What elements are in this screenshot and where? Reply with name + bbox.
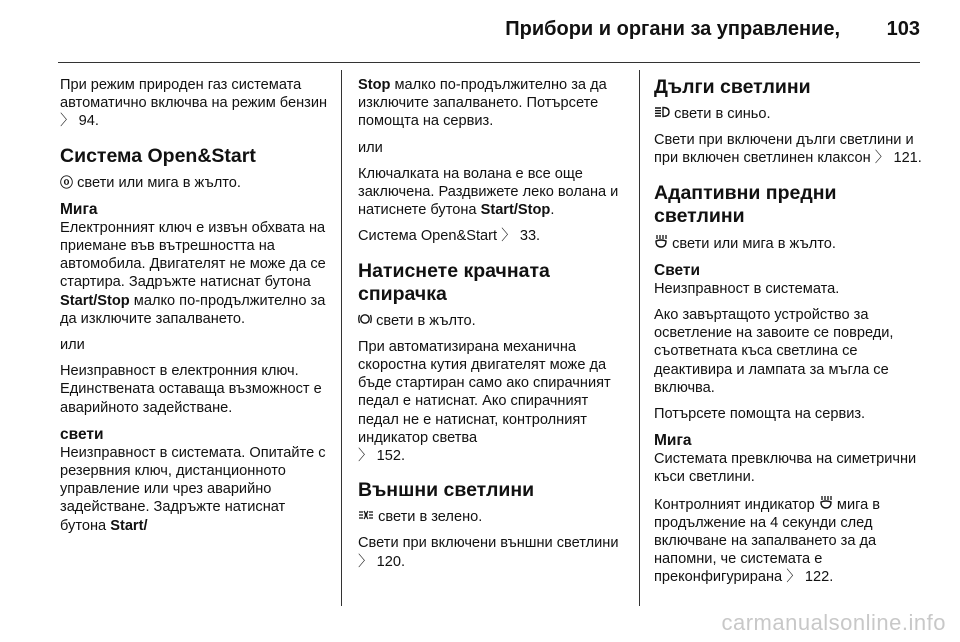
reference-arrow-icon: 〉 xyxy=(358,448,373,465)
subheading-blinks: Мига xyxy=(60,200,98,218)
section-heading-exterior-lights: Външни светлини xyxy=(358,479,535,502)
brake-warning-icon xyxy=(358,312,372,330)
high-beam-icon xyxy=(654,105,670,123)
brake-paragraph: При автоматизирана механична скоростна кутия двигателят може да бъде стартиран само ако спирачният педал е натиснат. Ако спирачният педал не е натиснат, контролният индикатор светва 〉 152. xyxy=(358,338,611,465)
page-reference-link[interactable]: 33. xyxy=(519,228,541,245)
exterior-lights-paragraph: Свети при включени външни светлини 〉 120. xyxy=(358,535,619,570)
section-heading-open-start: Система Open&Start xyxy=(60,144,256,167)
exterior-lights-icon xyxy=(358,508,374,526)
steering-lock-paragraph: Ключалката на волана е все още заключена. Раздвижете леко волана и натиснете бутона Start/Stop. xyxy=(358,165,619,219)
page-reference-link[interactable]: 121. xyxy=(893,150,922,167)
stop-paragraph: Stop малко по-продължително за да изключите запалването. Потърсете помощта на сервиз. xyxy=(358,77,607,130)
key-fault-paragraph: Неизправност в електронния ключ. Единствената оставаща възможност е аварийното задействане. xyxy=(60,363,322,416)
column-3 xyxy=(654,76,926,595)
lit-paragraph-2: Ако завъртащото устройство за осветление на завоите се повреди, съответната къса светлина се деактивира и лампата за мъгла се включва. xyxy=(654,307,894,396)
brake-status: свети в жълто. xyxy=(358,312,626,330)
column-1 xyxy=(60,76,332,543)
reference-arrow-icon: 〉 xyxy=(874,150,890,167)
adaptive-lights-icon xyxy=(819,495,833,514)
blinks-paragraph-1: Системата превключва на симетрични къси светлини. xyxy=(654,451,917,486)
lit-paragraph-3: Потърсете помощта на сервиз. xyxy=(654,406,866,423)
page-reference-link[interactable]: 120. xyxy=(376,553,406,570)
page-number: 103 xyxy=(886,18,920,40)
button-label-start: Start/ xyxy=(110,517,148,534)
column-divider-2 xyxy=(639,70,640,606)
page-title: Прибори и органи за управление, xyxy=(505,18,840,40)
reference-arrow-icon: 〉 xyxy=(358,553,373,570)
section-heading-high-beam: Дълги светлини xyxy=(654,76,811,98)
page-reference-link[interactable]: 152. xyxy=(376,448,406,465)
button-label-start-stop: Start/Stop xyxy=(60,292,130,309)
reference-arrow-icon: 〉 xyxy=(501,228,516,245)
column-divider-1 xyxy=(341,70,342,606)
column-2 xyxy=(358,76,626,579)
reference-arrow-icon: 〉 xyxy=(786,569,801,586)
blinks-paragraph: Електронният ключ е извън обхвата на приемане във вътрешността на автомобила. Двигателят не може да се стартира. Задръжте натиснат бутона Start/Stop малко по-продължително за да изключите запалването. xyxy=(60,219,326,327)
watermark: carmanualsonline.info xyxy=(721,610,946,635)
adaptive-lights-status: свети или мига в жълто. xyxy=(654,234,926,253)
open-start-status: ⓞ свети или мига в жълто. xyxy=(60,174,241,191)
subheading-blinks: Мига xyxy=(654,432,692,450)
page-header xyxy=(0,0,960,62)
open-start-reference: Система Open&Start 〉 33. xyxy=(358,228,541,245)
page-reference-link[interactable]: 94. xyxy=(78,113,99,130)
button-label-start: Start/ xyxy=(480,202,518,219)
open-start-icon: ⓞ xyxy=(60,174,74,190)
header-divider xyxy=(58,62,920,63)
gas-mode-paragraph: При режим природен газ системата автоматично включва на режим бензин 〉 94. xyxy=(60,77,328,130)
page-reference-link[interactable]: 122. xyxy=(804,569,834,586)
subheading-lit: Свети xyxy=(654,261,701,279)
lit-paragraph-1: Неизправност в системата. xyxy=(654,280,840,297)
high-beam-status: свети в синьо. xyxy=(654,105,926,123)
high-beam-paragraph: Свети при включени дълги светлини и при включен светлинен клаксон 〉 121. xyxy=(654,132,922,167)
exterior-lights-status: свети в зелено. xyxy=(358,508,626,526)
or-text: или xyxy=(358,139,383,156)
adaptive-lights-icon xyxy=(654,234,668,253)
button-label-stop: Stop xyxy=(517,202,551,219)
lit-paragraph: Неизправност в системата. Опитайте с резервния ключ, дистанционното управление или чрез аварийно задействане. Задръжте натиснат бутона Start/ xyxy=(60,444,326,534)
section-heading-adaptive-lights: Адаптивни предни светлини xyxy=(654,181,837,227)
or-text: или xyxy=(60,337,85,354)
subheading-lit: свети xyxy=(60,425,104,443)
reference-arrow-icon: 〉 xyxy=(60,113,75,130)
button-label-stop: Stop xyxy=(358,77,391,93)
blinks-paragraph-2: Контролният индикатор мига в продължение на 4 секунди след включване на запалването за да напомни, че системата е преконфигурирана 〉 122. xyxy=(654,496,881,586)
section-heading-brake: Натиснете крачната спирачка xyxy=(358,259,550,305)
